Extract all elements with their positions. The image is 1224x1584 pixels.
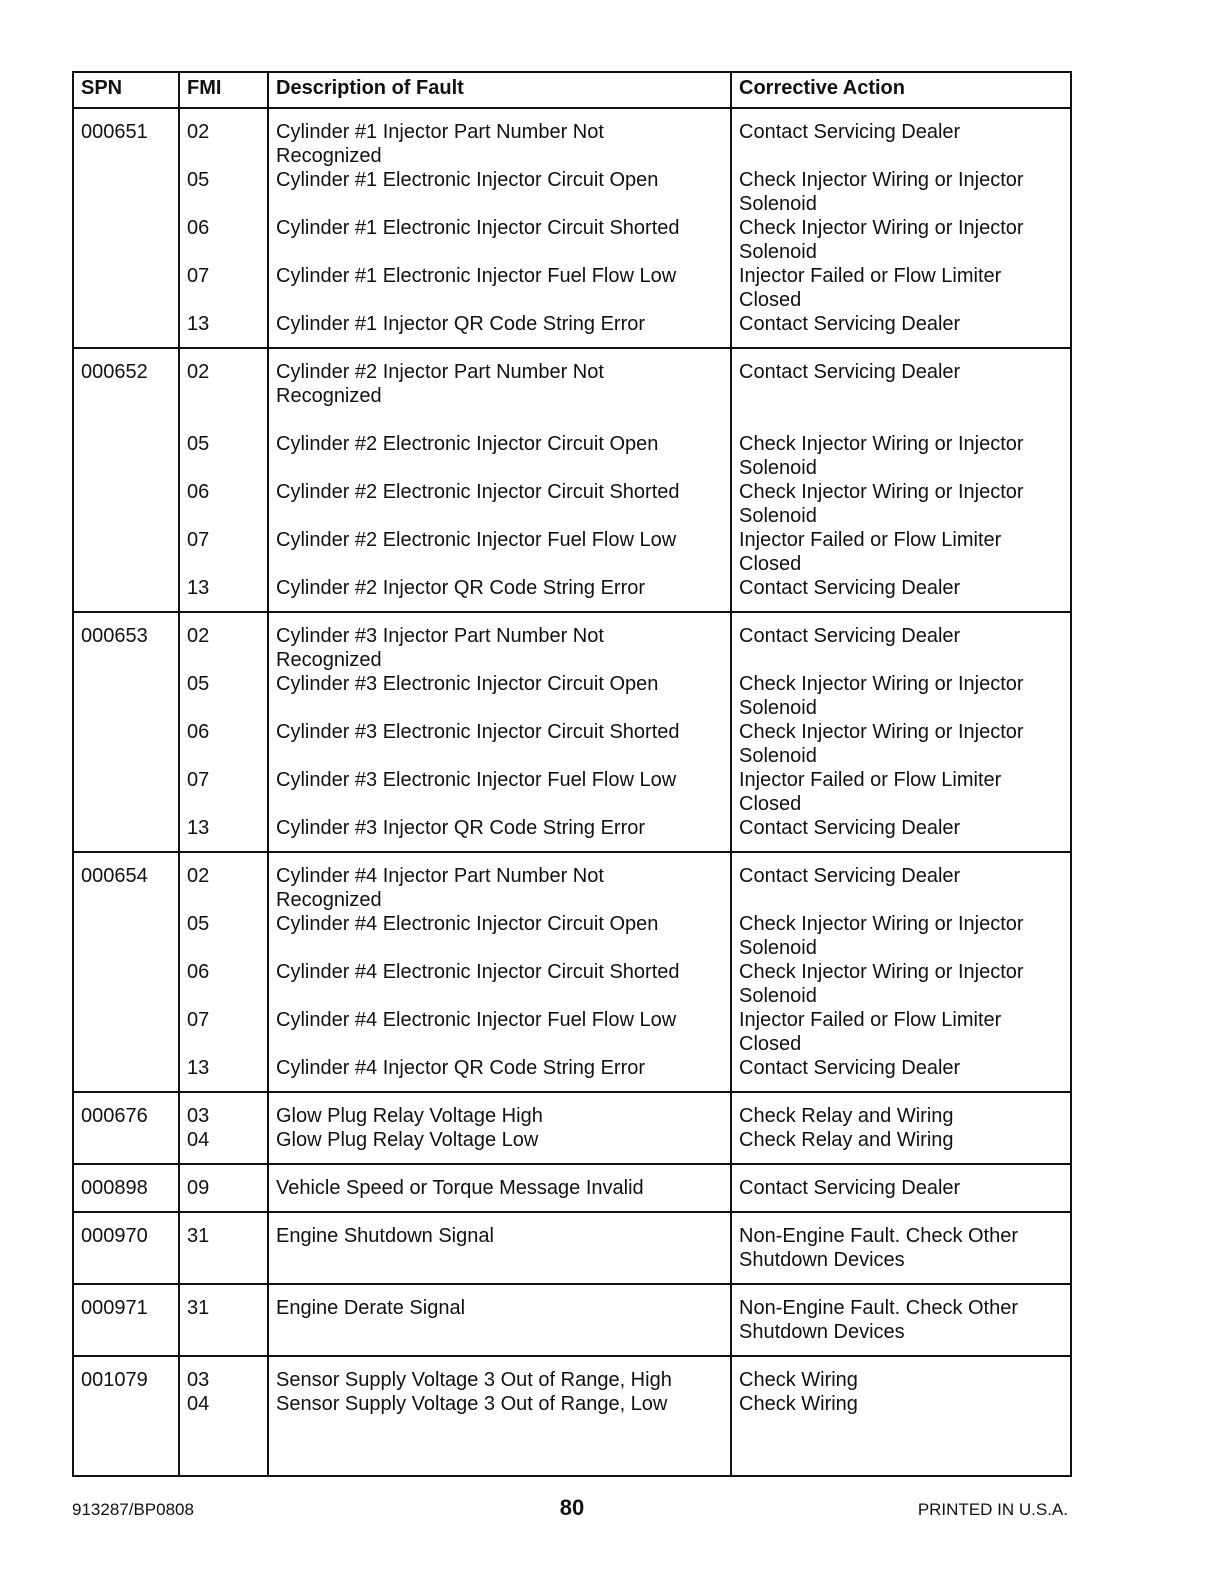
fmi-code-text: 02 <box>187 121 210 143</box>
fault-description-line: Cylinder #4 Electronic Injector Fuel Flow Low <box>276 1009 677 1031</box>
corrective-action <box>739 1224 1070 1272</box>
corrective-action-line: Solenoid <box>739 985 817 1007</box>
fmi-code <box>187 168 267 216</box>
table-header-row <box>73 72 1071 108</box>
corrective-action-line: Closed <box>739 1033 802 1055</box>
spn-cell: 000653 <box>73 612 179 852</box>
corrective-action-line: Contact Servicing Dealer <box>739 577 961 599</box>
table-row <box>73 1284 1071 1356</box>
fault-description <box>276 576 730 600</box>
fault-description <box>276 672 730 720</box>
fault-description-line: Cylinder #2 Electronic Injector Circuit Open <box>276 433 659 455</box>
fault-description-line: Cylinder #3 Electronic Injector Circuit Open <box>276 673 659 695</box>
spn-cell: 001079 <box>73 1356 179 1476</box>
fmi-code-text: 13 <box>187 817 210 839</box>
fault-description-line <box>276 792 730 816</box>
fmi-code-text: 04 <box>187 1393 210 1415</box>
fault-description-line <box>276 936 730 960</box>
fmi-cell <box>179 612 268 852</box>
fault-description <box>276 1056 730 1080</box>
fault-description <box>276 912 730 960</box>
fmi-code-text: 06 <box>187 961 210 983</box>
corrective-action-line: Shutdown Devices <box>739 1249 905 1271</box>
corrective-action-line: Closed <box>739 553 802 575</box>
fmi-code-text: 13 <box>187 1057 210 1079</box>
fmi-cell <box>179 852 268 1092</box>
fault-description <box>276 312 730 336</box>
corrective-action-line: Check Injector Wiring or Injector <box>739 169 1024 191</box>
corrective-action-cell <box>731 1164 1071 1212</box>
fmi-code <box>187 312 267 336</box>
corrective-action <box>739 264 1070 312</box>
corrective-action <box>739 1104 1070 1128</box>
spn-cell: 000676 <box>73 1092 179 1164</box>
corrective-action-line: Contact Servicing Dealer <box>739 625 961 647</box>
fmi-code-text: 04 <box>187 1129 210 1151</box>
corrective-action-line: Injector Failed or Flow Limiter <box>739 769 1002 791</box>
fault-description <box>276 264 730 312</box>
table-row <box>73 1212 1071 1284</box>
fault-description-line: Cylinder #2 Electronic Injector Fuel Flow Low <box>276 529 677 551</box>
fault-description-line <box>276 456 730 480</box>
corrective-action <box>739 216 1070 264</box>
corrective-action-line: Contact Servicing Dealer <box>739 313 961 335</box>
fault-description <box>276 120 730 168</box>
fault-description <box>276 1008 730 1056</box>
table-row <box>73 108 1071 348</box>
fmi-code <box>187 432 267 480</box>
corrective-action <box>739 912 1070 960</box>
fmi-code <box>187 1176 267 1200</box>
fault-description-line: Cylinder #4 Injector QR Code String Error <box>276 1057 646 1079</box>
fmi-code-text: 07 <box>187 265 210 287</box>
corrective-action-line: Check Injector Wiring or Injector <box>739 721 1024 743</box>
corrective-action-line: Solenoid <box>739 937 817 959</box>
table-row <box>73 348 1071 612</box>
fmi-code <box>187 1104 267 1128</box>
corrective-action-line: Injector Failed or Flow Limiter <box>739 529 1002 551</box>
fmi-code-text: 06 <box>187 721 210 743</box>
fmi-code-text: 03 <box>187 1105 210 1127</box>
spn-cell: 000654 <box>73 852 179 1092</box>
fmi-code-text: 09 <box>187 1177 210 1199</box>
corrective-action <box>739 312 1070 336</box>
corrective-action <box>739 360 1070 432</box>
fmi-code-text: 31 <box>187 1297 210 1319</box>
fault-description-line: Cylinder #1 Electronic Injector Circuit Open <box>276 169 659 191</box>
fault-description <box>276 624 730 672</box>
fault-code-table <box>72 71 1072 1477</box>
fault-description-line <box>276 1416 730 1440</box>
fmi-code-text: 05 <box>187 913 210 935</box>
corrective-action-line: Check Injector Wiring or Injector <box>739 673 1024 695</box>
table-row <box>73 1164 1071 1212</box>
corrective-action-cell <box>731 852 1071 1092</box>
page-number: 80 <box>559 1495 585 1520</box>
corrective-action <box>739 1296 1070 1344</box>
description-cell <box>268 1356 731 1476</box>
description-cell <box>268 1164 731 1212</box>
corrective-action <box>739 528 1070 576</box>
fault-description-line: Cylinder #1 Electronic Injector Fuel Flow Low <box>276 265 677 287</box>
corrective-action-line: Contact Servicing Dealer <box>739 865 961 887</box>
fault-description-line: Cylinder #2 Electronic Injector Circuit Shorted <box>276 481 680 503</box>
fault-description-line: Cylinder #3 Electronic Injector Fuel Flow Low <box>276 769 677 791</box>
corrective-action <box>739 1056 1070 1080</box>
fmi-code <box>187 1296 267 1344</box>
corrective-action-line: Contact Servicing Dealer <box>739 1057 961 1079</box>
fault-description-line: Cylinder #3 Electronic Injector Circuit Shorted <box>276 721 680 743</box>
fault-description <box>276 1104 730 1128</box>
header-description: Description of Fault <box>268 72 731 108</box>
fault-description <box>276 432 730 480</box>
table-row <box>73 852 1071 1092</box>
spn-cell: 000651 <box>73 108 179 348</box>
fault-description-line <box>276 744 730 768</box>
fault-description <box>276 1224 730 1272</box>
corrective-action-line: Contact Servicing Dealer <box>739 121 961 143</box>
corrective-action-line: Solenoid <box>739 697 817 719</box>
fmi-code <box>187 816 267 840</box>
corrective-action-line: Check Relay and Wiring <box>739 1105 954 1127</box>
fault-description-line: Glow Plug Relay Voltage High <box>276 1105 543 1127</box>
fault-description <box>276 1296 730 1344</box>
fault-description <box>276 168 730 216</box>
fmi-code <box>187 480 267 528</box>
fmi-cell <box>179 1164 268 1212</box>
fmi-code-text: 07 <box>187 769 210 791</box>
spn-cell: 000898 <box>73 1164 179 1212</box>
fmi-code-text: 07 <box>187 1009 210 1031</box>
fmi-code-text: 31 <box>187 1225 210 1247</box>
corrective-action-cell <box>731 1284 1071 1356</box>
corrective-action <box>739 816 1070 840</box>
fault-description <box>276 1368 730 1392</box>
corrective-action-cell <box>731 108 1071 348</box>
fault-description-line: Cylinder #4 Electronic Injector Circuit Open <box>276 913 659 935</box>
fmi-code <box>187 672 267 720</box>
fault-description-line <box>276 240 730 264</box>
fmi-code <box>187 1224 267 1272</box>
fmi-code-text: 02 <box>187 865 210 887</box>
corrective-action <box>739 1176 1070 1200</box>
fault-description-line <box>276 1320 730 1344</box>
corrective-action-line <box>739 648 1070 672</box>
fault-description-line: Engine Derate Signal <box>276 1297 466 1319</box>
fault-description-line: Cylinder #4 Electronic Injector Circuit Shorted <box>276 961 680 983</box>
header-fmi: FMI <box>179 72 268 108</box>
fmi-code <box>187 1128 267 1152</box>
corrective-action-line: Check Relay and Wiring <box>739 1129 954 1151</box>
fmi-cell <box>179 108 268 348</box>
description-cell <box>268 348 731 612</box>
fault-description <box>276 360 730 432</box>
fault-description-line: Cylinder #2 Injector QR Code String Error <box>276 577 646 599</box>
fault-description-line <box>276 984 730 1008</box>
fmi-code-text: 05 <box>187 673 210 695</box>
corrective-action-cell <box>731 348 1071 612</box>
fmi-code <box>187 864 267 912</box>
corrective-action-line: Check Wiring <box>739 1393 858 1415</box>
fmi-code <box>187 576 267 600</box>
fmi-code <box>187 960 267 1008</box>
fmi-code-text: 02 <box>187 361 210 383</box>
fault-description-line <box>276 288 730 312</box>
fault-description-line <box>276 1248 730 1272</box>
document-number: 913287/BP0808 <box>72 1500 194 1519</box>
corrective-action <box>739 960 1070 1008</box>
corrective-action-cell <box>731 612 1071 852</box>
fault-description-line: Sensor Supply Voltage 3 Out of Range, Low <box>276 1393 668 1415</box>
printed-notice: PRINTED IN U.S.A. <box>917 1500 1068 1519</box>
corrective-action-line <box>739 408 1070 432</box>
corrective-action <box>739 576 1070 600</box>
fault-description-line: Glow Plug Relay Voltage Low <box>276 1129 539 1151</box>
corrective-action <box>739 120 1070 168</box>
header-corrective-action: Corrective Action <box>731 72 1071 108</box>
corrective-action <box>739 1008 1070 1056</box>
fmi-code <box>187 720 267 768</box>
fault-description <box>276 864 730 912</box>
corrective-action-line: Solenoid <box>739 505 817 527</box>
fault-description <box>276 816 730 840</box>
corrective-action-line: Check Injector Wiring or Injector <box>739 217 1024 239</box>
corrective-action <box>739 720 1070 768</box>
corrective-action <box>739 1368 1070 1392</box>
fault-description-line: Cylinder #2 Injector Part Number Not <box>276 361 604 383</box>
fault-description-line: Cylinder #1 Electronic Injector Circuit Shorted <box>276 217 680 239</box>
fault-description <box>276 960 730 1008</box>
fault-description-line <box>276 696 730 720</box>
corrective-action-line: Shutdown Devices <box>739 1321 905 1343</box>
corrective-action-line <box>739 1440 1070 1464</box>
spn-cell: 000652 <box>73 348 179 612</box>
fmi-code <box>187 624 267 672</box>
fmi-code-text: 06 <box>187 217 210 239</box>
fmi-code <box>187 1008 267 1056</box>
corrective-action-line: Injector Failed or Flow Limiter <box>739 265 1002 287</box>
corrective-action-cell <box>731 1212 1071 1284</box>
corrective-action-line: Check Injector Wiring or Injector <box>739 913 1024 935</box>
fault-description-line: Cylinder #4 Injector Part Number Not <box>276 865 604 887</box>
corrective-action <box>739 480 1070 528</box>
description-cell <box>268 1212 731 1284</box>
corrective-action-line: Closed <box>739 793 802 815</box>
fmi-cell <box>179 1212 268 1284</box>
corrective-action-line: Check Injector Wiring or Injector <box>739 961 1024 983</box>
fault-description-line: Recognized <box>276 145 382 167</box>
fmi-cell <box>179 1092 268 1164</box>
fault-description-line <box>276 504 730 528</box>
fault-description <box>276 1392 730 1464</box>
table-row <box>73 612 1071 852</box>
fmi-code-text: 05 <box>187 169 210 191</box>
corrective-action-line: Solenoid <box>739 241 817 263</box>
corrective-action-line <box>739 888 1070 912</box>
fmi-code-text: 03 <box>187 1369 210 1391</box>
corrective-action-line: Solenoid <box>739 745 817 767</box>
corrective-action <box>739 1392 1070 1464</box>
corrective-action-line: Non-Engine Fault. Check Other <box>739 1297 1019 1319</box>
fault-description <box>276 1176 730 1200</box>
corrective-action-line: Contact Servicing Dealer <box>739 361 961 383</box>
fmi-code-text: 02 <box>187 625 210 647</box>
fault-description-line: Engine Shutdown Signal <box>276 1225 494 1247</box>
fmi-code <box>187 360 267 432</box>
fmi-code <box>187 1056 267 1080</box>
corrective-action <box>739 624 1070 672</box>
corrective-action-line <box>739 1416 1070 1440</box>
corrective-action <box>739 432 1070 480</box>
corrective-action-line <box>739 144 1070 168</box>
description-cell <box>268 612 731 852</box>
corrective-action-line: Contact Servicing Dealer <box>739 1177 961 1199</box>
table-row <box>73 1356 1071 1476</box>
spn-cell: 000970 <box>73 1212 179 1284</box>
fault-description-line <box>276 552 730 576</box>
corrective-action-line: Non-Engine Fault. Check Other <box>739 1225 1019 1247</box>
fault-description <box>276 528 730 576</box>
fault-description <box>276 1128 730 1152</box>
fmi-cell <box>179 1284 268 1356</box>
fault-description <box>276 720 730 768</box>
fault-description-line: Recognized <box>276 649 382 671</box>
fault-description-line: Cylinder #3 Injector QR Code String Error <box>276 817 646 839</box>
corrective-action-cell <box>731 1092 1071 1164</box>
corrective-action-line: Solenoid <box>739 193 817 215</box>
fault-description-line <box>276 1440 730 1464</box>
corrective-action-line: Closed <box>739 289 802 311</box>
fault-description-line: Vehicle Speed or Torque Message Invalid <box>276 1177 644 1199</box>
corrective-action-line: Check Injector Wiring or Injector <box>739 433 1024 455</box>
fmi-code-text: 13 <box>187 313 210 335</box>
fault-description <box>276 216 730 264</box>
fault-description <box>276 480 730 528</box>
corrective-action <box>739 768 1070 816</box>
fmi-code <box>187 768 267 816</box>
spn-cell: 000971 <box>73 1284 179 1356</box>
corrective-action-line: Solenoid <box>739 457 817 479</box>
corrective-action-line: Check Wiring <box>739 1369 858 1391</box>
fault-description <box>276 768 730 816</box>
corrective-action-line <box>739 384 1070 408</box>
description-cell <box>268 1092 731 1164</box>
corrective-action <box>739 864 1070 912</box>
fmi-cell <box>179 348 268 612</box>
fmi-code-text: 13 <box>187 577 210 599</box>
fault-description-line <box>276 192 730 216</box>
corrective-action <box>739 168 1070 216</box>
fmi-code-text: 05 <box>187 433 210 455</box>
fmi-code-text: 06 <box>187 481 210 503</box>
fault-description-line: Cylinder #1 Injector Part Number Not <box>276 121 604 143</box>
corrective-action-line: Check Injector Wiring or Injector <box>739 481 1024 503</box>
fmi-code <box>187 1392 267 1464</box>
description-cell <box>268 852 731 1092</box>
description-cell <box>268 1284 731 1356</box>
fault-description-line: Recognized <box>276 385 382 407</box>
table-row <box>73 1092 1071 1164</box>
fault-description-line: Sensor Supply Voltage 3 Out of Range, High <box>276 1369 672 1391</box>
header-spn: SPN <box>73 72 179 108</box>
corrective-action <box>739 672 1070 720</box>
fault-description-line: Recognized <box>276 889 382 911</box>
fmi-code <box>187 120 267 168</box>
fmi-code-text: 07 <box>187 529 210 551</box>
fmi-code <box>187 528 267 576</box>
fmi-code <box>187 216 267 264</box>
corrective-action-line: Injector Failed or Flow Limiter <box>739 1009 1002 1031</box>
fmi-code <box>187 264 267 312</box>
description-cell <box>268 108 731 348</box>
corrective-action <box>739 1128 1070 1152</box>
fault-description-line <box>276 1032 730 1056</box>
corrective-action-line: Contact Servicing Dealer <box>739 817 961 839</box>
fmi-cell <box>179 1356 268 1476</box>
fmi-code <box>187 1368 267 1392</box>
fault-description-line <box>276 408 730 432</box>
fmi-code <box>187 912 267 960</box>
fault-description-line: Cylinder #3 Injector Part Number Not <box>276 625 604 647</box>
corrective-action-cell <box>731 1356 1071 1476</box>
fault-description-line: Cylinder #1 Injector QR Code String Error <box>276 313 646 335</box>
